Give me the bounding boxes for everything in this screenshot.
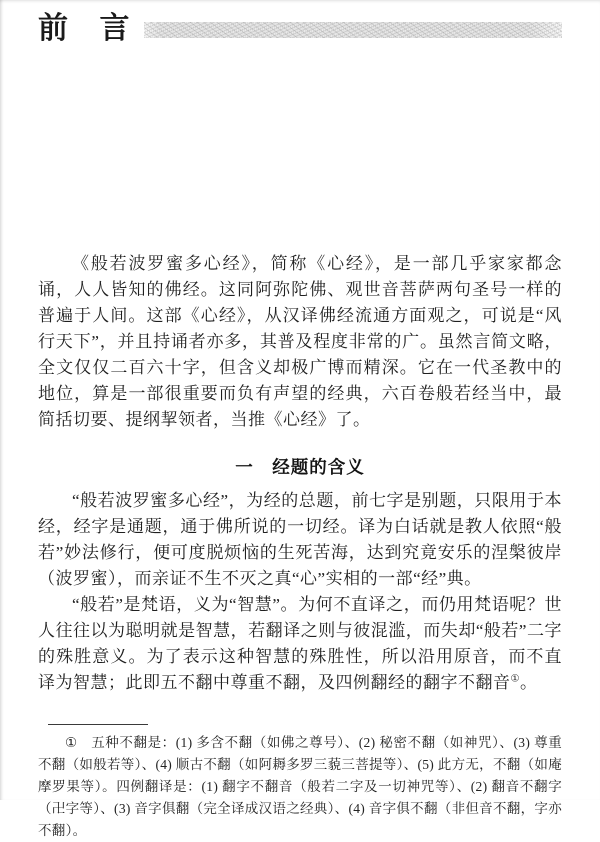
main-text <box>38 251 562 696</box>
decorative-texture-band <box>144 22 563 38</box>
chapter-header <box>38 12 562 46</box>
footnote-marker: ① <box>65 735 78 750</box>
section-paragraph <box>38 592 562 696</box>
paragraph-text: “般若”是梵语，义为“智慧”。为何不直译之，而仍用梵语呢？世人往往以为聪明就是智慧，若翻译之则与彼混滥，而失却“般若”二字的殊胜意义。为了表示这种智慧的殊胜性，所以沿用原音，而不直译为智慧；此即五不翻中尊重不翻，及四例翻经的翻字不翻音 <box>38 595 562 692</box>
paragraph-text: “般若波罗蜜多心经”，为经的总题，前七字是别题，只限用于本经，经字是通题，通于佛所说的一切经。译为白话就是教人依照“般若”妙法修行，便可度脱烦恼的生死苦海，达到究竟安乐的涅槃彼岸（波罗蜜），而亲证不生不灭之真“心”实相的一部“经”典。 <box>38 491 562 588</box>
intro-paragraph: 《般若波罗蜜多心经》，简称《心经》，是一部几乎家家都念诵，人人皆知的佛经。这同阿弥陀佛、观世音菩萨两句圣号一样的普遍于人间。这部《心经》，从汉译佛经流通方面观之，可说是“风行天下”，并且持诵者亦多，其普及程度非常的广。虽然言简文略，全文仅仅二百六十字，但含义却极广博而精深。它在一代圣教中的地位，算是一部很重要而负有声望的经典，六百卷般若经当中，最简括切要、提纲挈领者，当推《心经》了。 <box>38 254 562 429</box>
footnote-text: 五种不翻是：(1) 多含不翻（如佛之尊号）、(2) 秘密不翻（如神咒）、(3) 尊重不翻（如般若等）、(4) 顺古不翻（如阿耨多罗三藐三菩提等）、(5) 此方无，不翻（如庵摩罗果等）。四例翻译是：(1) 翻字不翻音（般若二字及一切神咒等）、(2) 翻音不翻字（卍字等）、(3) 音字俱翻（完全译成汉语之经典）、(4) 音字俱不翻（非但音不翻，字亦不翻）。 <box>38 735 562 838</box>
section-heading: 一 经题的含义 <box>235 457 365 477</box>
chapter-title: 前 言 <box>38 12 142 45</box>
footnote-reference: ① <box>510 673 520 685</box>
footnote-separator <box>48 724 148 725</box>
footnote-section <box>38 724 562 842</box>
section-paragraph <box>38 488 562 592</box>
footnote <box>38 732 562 842</box>
paragraph-tail: 。 <box>519 673 538 692</box>
